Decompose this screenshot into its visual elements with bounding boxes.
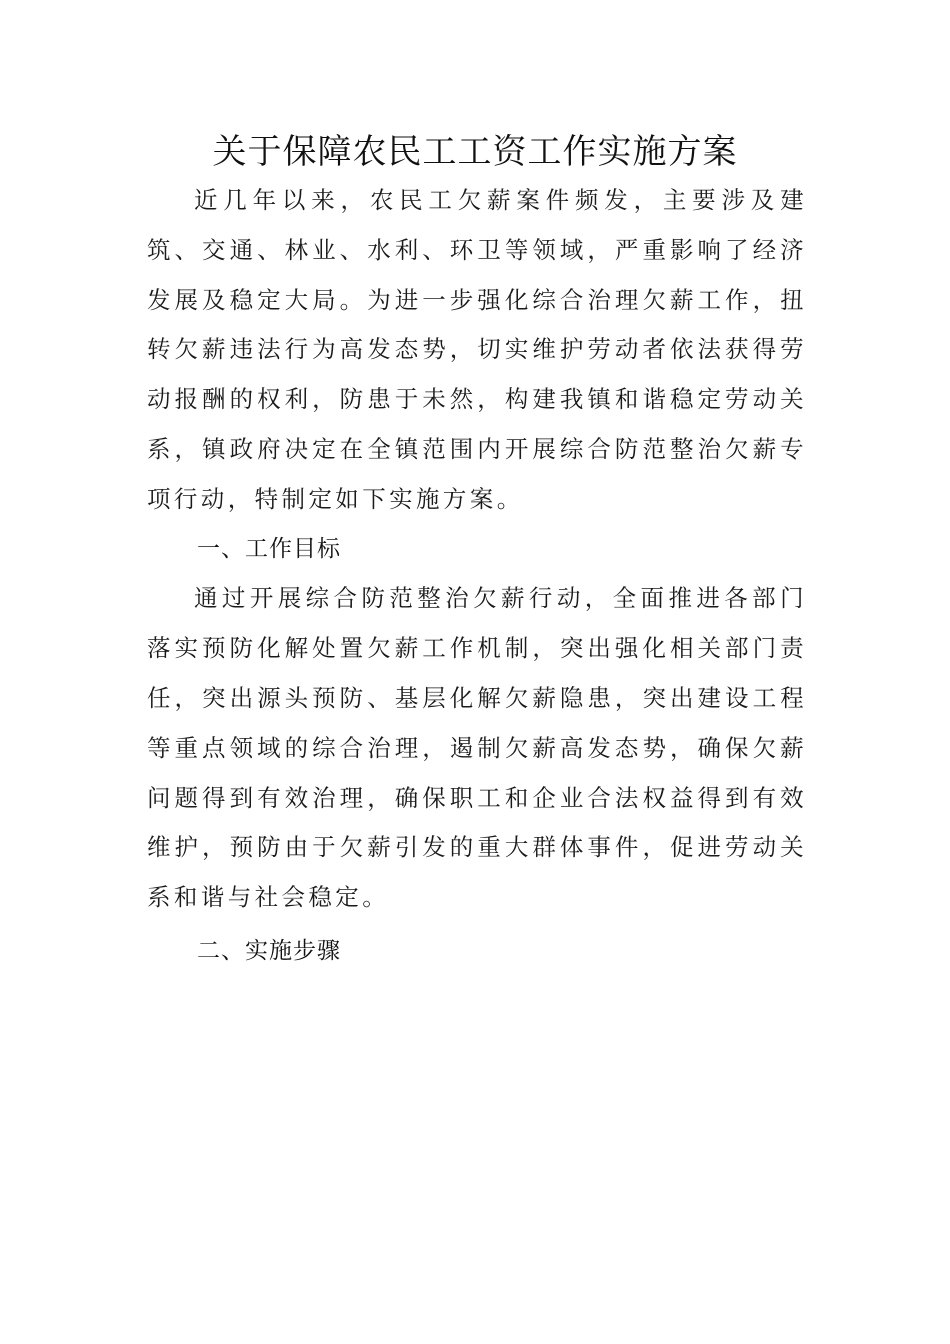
intro-paragraph: 近几年以来，农民工欠薪案件频发，主要涉及建筑、交通、林业、水利、环卫等领域，严重影响了经济发展及稳定大局。为进一步强化综合治理欠薪工作，扭转欠薪违法行为高发态势，切实维护劳动者依法获得劳动报酬的权利，防患于未然，构建我镇和谐稳定劳动关系，镇政府决定在全镇范围内开展综合防范整治欠薪专项行动，特制定如下实施方案。 (147, 186, 807, 513)
document-body (147, 176, 807, 977)
section-heading-goals: 一、工作目标 (197, 535, 341, 562)
section-heading-steps: 二、实施步骤 (197, 937, 341, 964)
document-title: 关于保障农民工工资工作实施方案 (212, 132, 738, 172)
section-paragraph-goals: 通过开展综合防范整治欠薪行动，全面推进各部门落实预防化解处置欠薪工作机制，突出强化相关部门责任，突出源头预防、基层化解欠薪隐患，突出建设工程等重点领域的综合治理，遏制欠薪高发态势，确保欠薪问题得到有效治理，确保职工和企业合法权益得到有效维护，预防由于欠薪引发的重大群体事件，促进劳动关系和谐与社会稳定。 (147, 584, 807, 912)
